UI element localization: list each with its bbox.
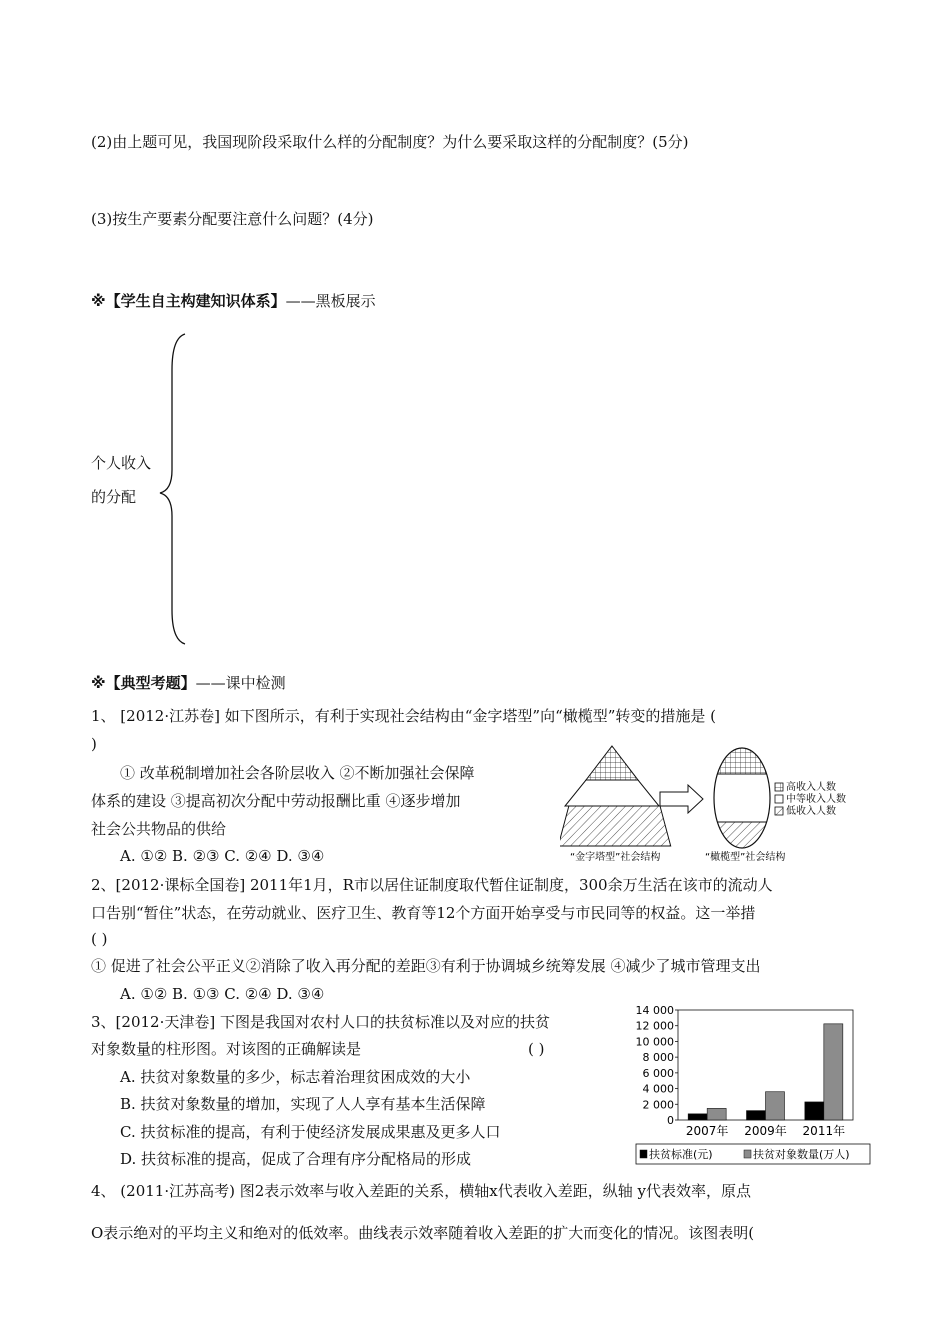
bar	[824, 1024, 843, 1120]
section-title: 【典型考题】	[105, 674, 196, 692]
p3-option-b: B. 扶贫对象数量的增加，实现了人人享有基本生活保障	[120, 1095, 486, 1113]
bar	[766, 1092, 785, 1120]
p4-stem-line1: 4、 (2011·江苏高考) 图2表示效率与收入差距的关系，横轴x代表收入差距，纵轴 y代表效率，原点	[91, 1182, 751, 1200]
legend-swatch	[744, 1150, 751, 1158]
x-tick-label: 2007年	[685, 1124, 729, 1138]
section-mark: ※	[91, 674, 106, 692]
question-2: (2)由上题可见，我国现阶段采取什么样的分配制度？为什么要采取这样的分配制度？(5分)	[91, 133, 689, 151]
legend-swatch	[640, 1150, 647, 1158]
curly-brace	[150, 330, 200, 648]
brace-label-line2: 的分配	[91, 488, 137, 506]
x-tick-label: 2009年	[744, 1124, 787, 1138]
olive-shape	[710, 746, 780, 852]
y-tick-label: 2 000	[642, 1098, 674, 1112]
bar	[688, 1114, 707, 1120]
section-title: 【学生自主构建知识体系】	[105, 292, 286, 310]
brace-label-line1: 个人收入	[91, 454, 152, 472]
y-tick-label: 14 000	[635, 1004, 674, 1017]
p3-option-c: C. 扶贫标准的提高，有利于使经济发展成果惠及更多人口	[120, 1123, 501, 1141]
section-mark: ※	[91, 292, 106, 310]
pyramid-shape	[560, 746, 671, 846]
legend-high: 高收入人数	[786, 782, 836, 793]
x-tick-label: 2011年	[802, 1124, 846, 1138]
p2-stem-line2: 口告别“暂住”状态，在劳动就业、医疗卫生、教育等12个方面开始享受与市民同等的权益。这一举措	[91, 904, 756, 922]
poverty-bar-chart	[628, 1002, 873, 1170]
question-3: (3)按生产要素分配要注意什么问题？(4分)	[91, 210, 374, 228]
caption-olive: “橄榄型”社会结构	[705, 852, 786, 863]
p1-option-line3: 社会公共物品的供给	[91, 820, 227, 838]
legend-low: 低收入人数	[786, 806, 836, 817]
p3-stem-line1: 3、[2012·天津卷] 下图是我国对农村人口的扶贫标准以及对应的扶贫	[91, 1013, 550, 1031]
p1-stem-line2: )	[91, 735, 97, 753]
caption-pyramid: “金字塔型”社会结构	[570, 852, 661, 863]
y-tick-label: 0	[667, 1114, 674, 1127]
bar	[805, 1102, 824, 1120]
y-tick-label: 10 000	[635, 1035, 674, 1049]
y-tick-label: 8 000	[642, 1051, 674, 1065]
p3-option-d: D. 扶贫标准的提高，促成了合理有序分配格局的形成	[120, 1150, 472, 1168]
arrow-right-icon	[660, 785, 703, 813]
p1-stem-line1: 1、 [2012·江苏卷] 如下图所示，有利于实现社会结构由“金字塔型”向“橄榄型”转变的措施是 (	[91, 707, 717, 725]
p1-option-line2: 体系的建设 ③提高初次分配中劳动报酬比重 ④逐步增加	[91, 792, 461, 810]
y-tick-label: 12 000	[635, 1019, 674, 1033]
y-tick-label: 4 000	[642, 1082, 674, 1096]
legend-label: 扶贫对象数量(万人)	[753, 1148, 850, 1161]
y-tick-label: 6 000	[642, 1066, 674, 1080]
bar	[747, 1111, 766, 1120]
section-suffix: ——黑板展示	[285, 292, 376, 310]
p2-options: ① 促进了社会公平正义②消除了收入再分配的差距③有利于协调城乡统筹发展 ④减少了城市管理支出	[91, 957, 761, 975]
p2-stem-line1: 2、[2012·课标全国卷] 2011年1月，R市以居住证制度取代暂住证制度，300余万生活在该市的流动人	[91, 876, 773, 894]
p2-choices: A. ①② B. ①③ C. ②④ D. ③④	[120, 985, 325, 1003]
p3-stem-line2: 对象数量的柱形图。对该图的正确解读是	[91, 1040, 362, 1058]
p3-answer-paren: ( )	[528, 1040, 545, 1058]
social-structure-diagram	[560, 742, 890, 867]
section-header-exam	[91, 672, 286, 694]
p2-stem-line3: ( )	[91, 930, 108, 948]
legend-middle: 中等收入人数	[786, 794, 846, 805]
p4-stem-line2: O表示绝对的平均主义和绝对的低效率。曲线表示效率随着收入差距的扩大而变化的情况。该图表明(	[91, 1224, 755, 1242]
p1-choices: A. ①② B. ②③ C. ②④ D. ③④	[120, 847, 325, 865]
bar	[707, 1108, 726, 1120]
section-suffix: ——课中检测	[195, 674, 286, 692]
p3-option-a: A. 扶贫对象数量的多少，标志着治理贫困成效的大小	[120, 1068, 471, 1086]
section-header-knowledge	[91, 290, 376, 312]
legend-label: 扶贫标准(元)	[649, 1148, 713, 1161]
p1-option-line1: ① 改革税制增加社会各阶层收入 ②不断加强社会保障	[120, 764, 475, 782]
